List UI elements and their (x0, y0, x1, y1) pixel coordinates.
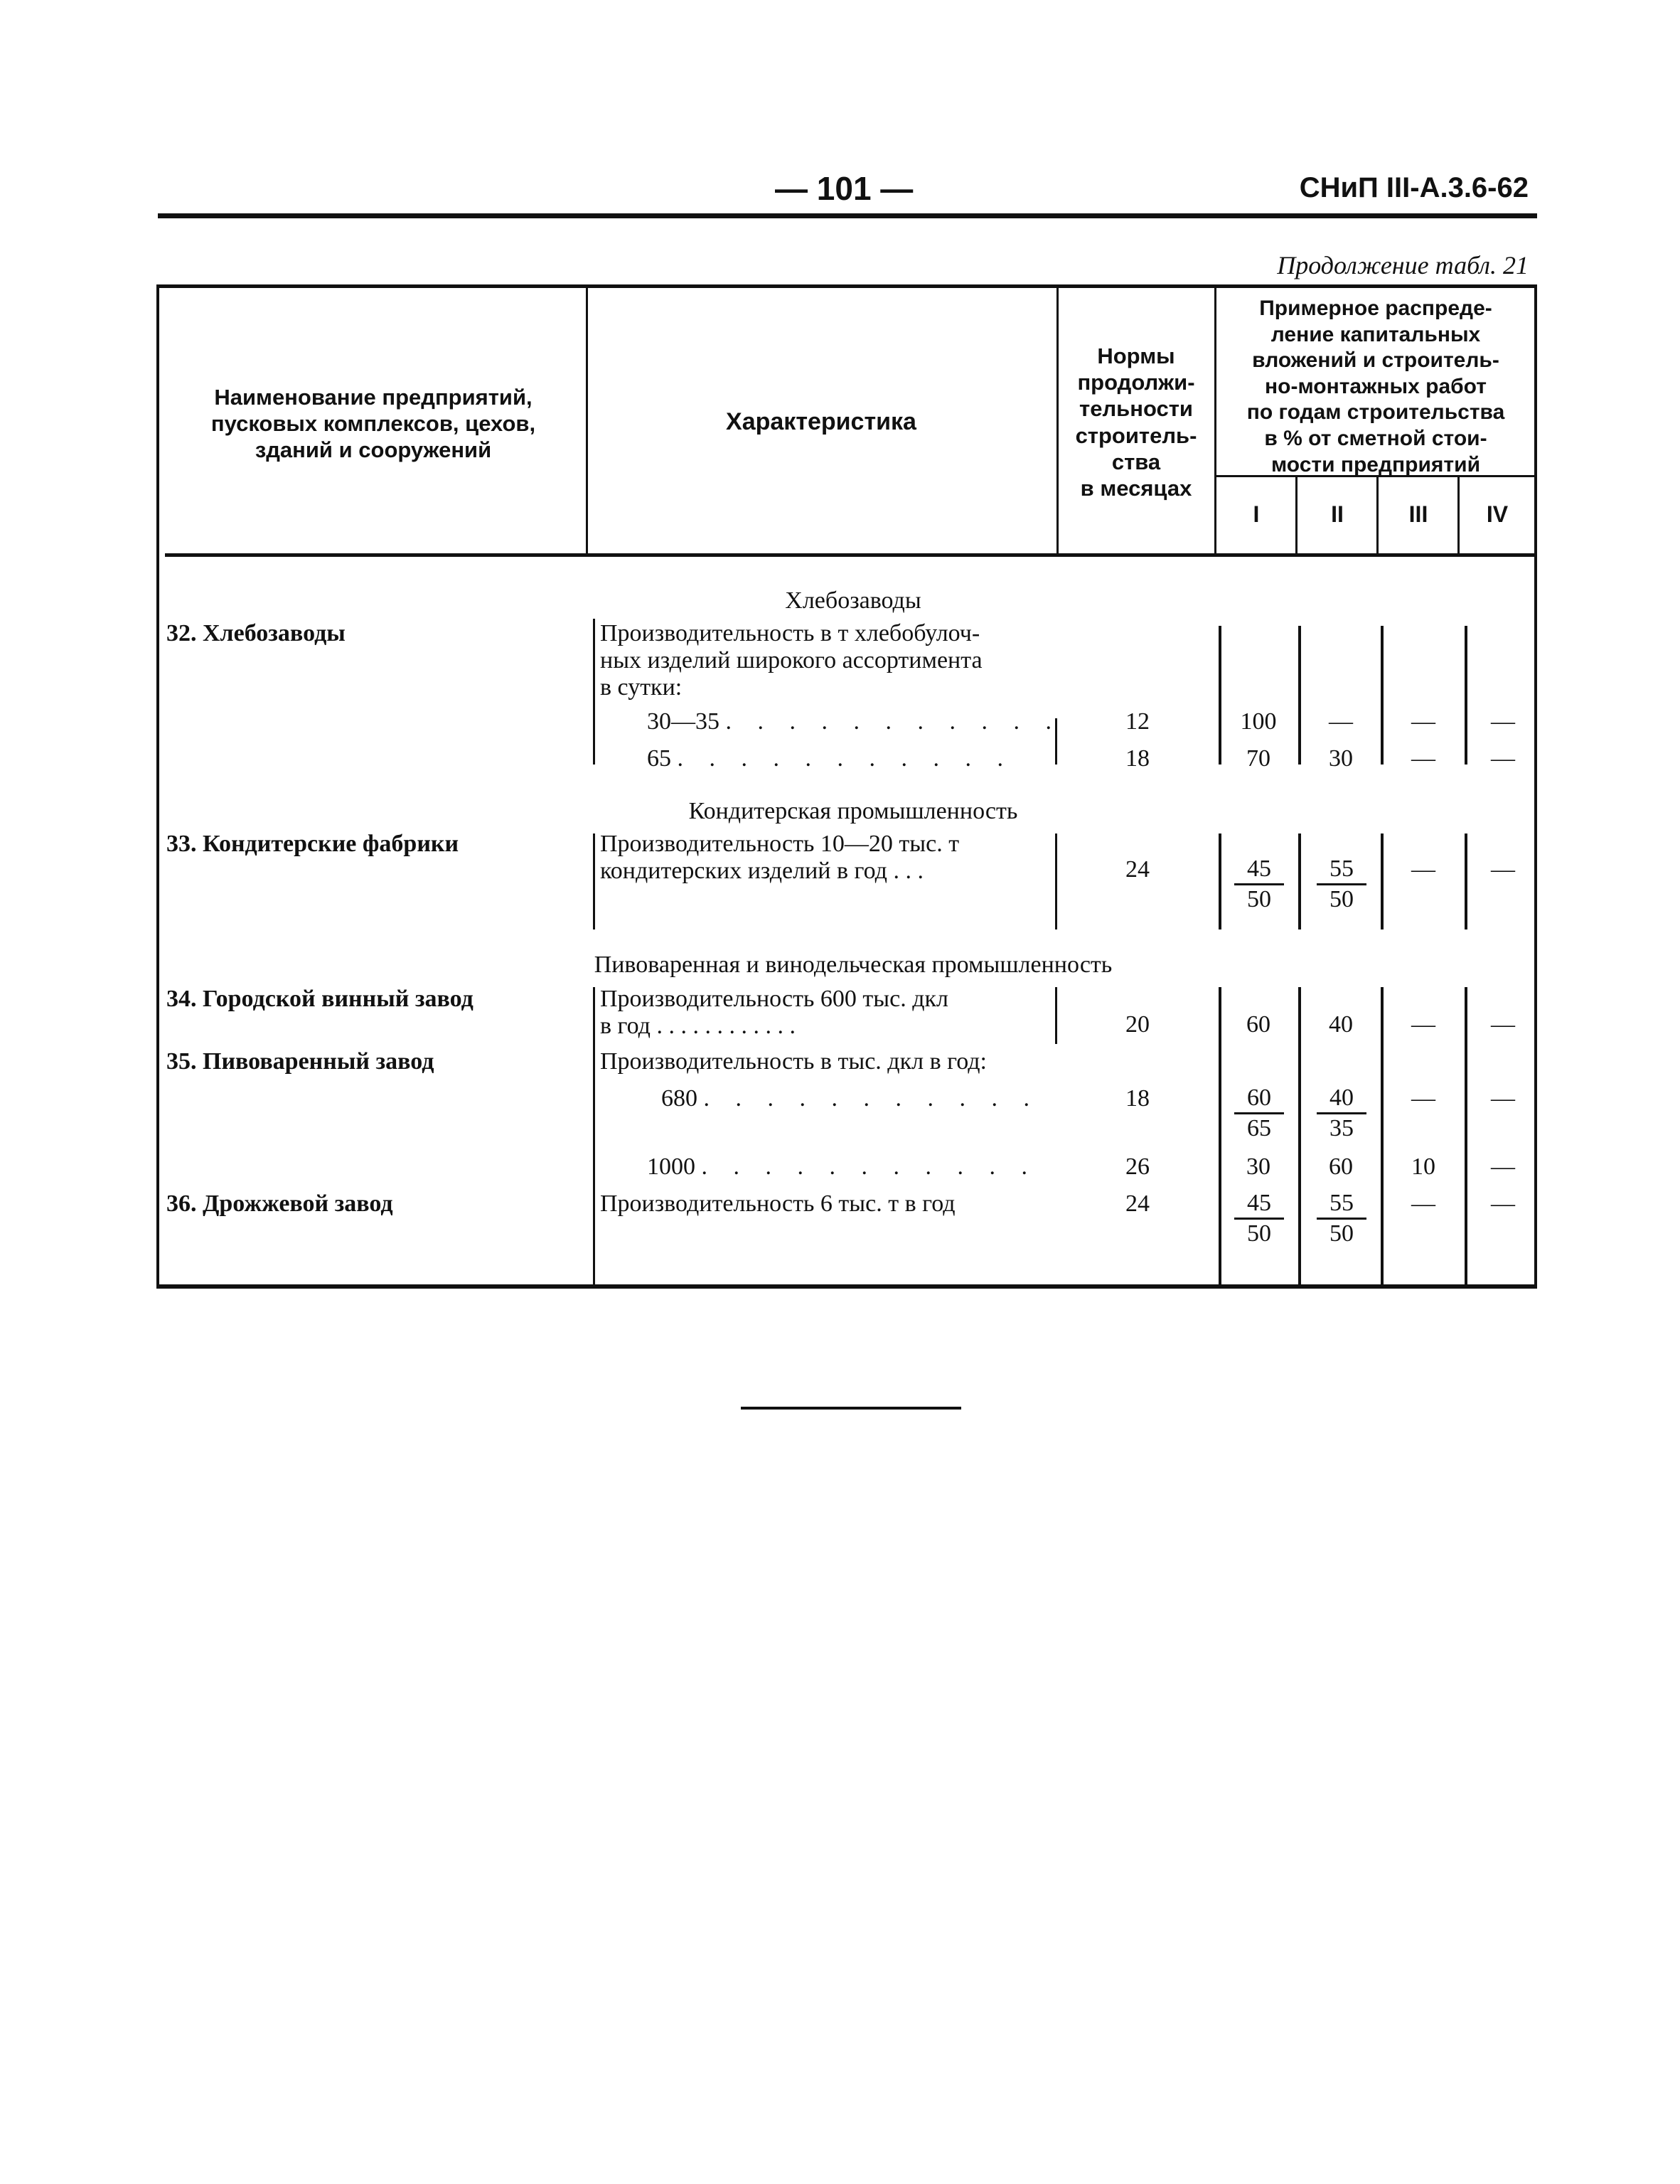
table-left-border (156, 284, 159, 1287)
year-1-value: 30 (1246, 1154, 1270, 1180)
year-1-value: $\frac{45}{50}$ (1234, 855, 1284, 914)
row-characteristic: Производительность в тыс. дкл в год: (600, 1048, 987, 1075)
column-header-characteristic: Характеристика (726, 408, 916, 435)
months-value: 24 (1125, 1190, 1150, 1217)
year-2-value: 40 (1329, 1011, 1353, 1038)
body-divider (1055, 833, 1057, 929)
body-divider (1219, 987, 1221, 1284)
months-value: 18 (1125, 1085, 1150, 1112)
section-title: Хлебозаводы (785, 587, 921, 614)
closing-rule (741, 1407, 961, 1410)
row-name: 34. Городской винный завод (166, 986, 473, 1012)
body-divider (593, 987, 595, 1284)
table-bottom-border (156, 1284, 1537, 1289)
sub-row-label: 680 . . . . . . . . . . . (661, 1085, 1039, 1112)
body-divider (1465, 833, 1467, 929)
column-header-year-4: IV (1486, 501, 1509, 527)
year-3-value: — (1411, 1085, 1435, 1112)
header-divider-3 (1214, 288, 1216, 553)
year-2-value: $\frac{40}{35}$ (1317, 1084, 1366, 1143)
row-characteristic: Производительность 10—20 тыс. т кондитерских изделий в год . . . (600, 831, 960, 885)
column-header-distribution: Примерное распреде- ление капитальных вложений и строитель- но-монтажных работ по годам строительства в % от сметной стои- мости предприятий (1246, 297, 1505, 476)
year-1-value: 100 (1240, 708, 1277, 735)
body-divider (1298, 626, 1301, 765)
body-divider (593, 619, 595, 765)
months-value: 24 (1125, 856, 1150, 883)
column-header-norms: Нормы продолжи- тельности строитель- ства в месяцах (1075, 343, 1197, 501)
year-1-value: $\frac{60}{65}$ (1234, 1084, 1284, 1143)
row-name: 32. Хлебозаводы (166, 620, 346, 646)
section-title: Пивоваренная и винодельческая промышленность (594, 952, 1113, 978)
header-divider-2 (1056, 288, 1059, 553)
section-title: Кондитерская промышленность (688, 798, 1018, 824)
sub-row-label: 30—35 . . . . . . . . . . . (647, 708, 1061, 735)
header-divider-5 (1376, 476, 1379, 553)
body-divider (1381, 833, 1384, 929)
year-1-value: $\frac{45}{50}$ (1234, 1189, 1284, 1248)
header-divider-4 (1295, 476, 1298, 553)
body-divider (1381, 987, 1384, 1284)
body-divider (1219, 833, 1221, 929)
column-header-name: Наименование предприятий, пусковых комплексов, цехов, зданий и сооружений (210, 385, 536, 463)
table-top-border (156, 284, 1537, 288)
body-divider (593, 833, 595, 929)
months-value: 12 (1125, 708, 1150, 735)
document-code: СНиП III-А.3.6-62 (1299, 172, 1529, 203)
months-value: 18 (1125, 745, 1150, 772)
year-4-value: — (1491, 856, 1515, 883)
year-4-value: — (1491, 1085, 1515, 1112)
year-1-value: 70 (1246, 745, 1270, 772)
body-divider (1298, 987, 1301, 1284)
row-characteristic: Производительность 600 тыс. дкл в год . . . . . . . . . . . . (600, 986, 949, 1040)
year-4-value: — (1491, 1154, 1515, 1180)
body-divider (1219, 626, 1221, 765)
column-header-year-1: I (1253, 501, 1260, 527)
table-right-border (1534, 284, 1537, 1287)
year-2-value: $\frac{55}{50}$ (1317, 1189, 1366, 1248)
row-name: 33. Кондитерские фабрики (166, 831, 459, 857)
year-3-value: 10 (1411, 1154, 1435, 1180)
header-rule (158, 213, 1537, 218)
body-divider (1465, 987, 1467, 1284)
sub-row-label: 65 . . . . . . . . . . . (647, 745, 1013, 772)
row-characteristic: Производительность 6 тыс. т в год (600, 1190, 956, 1217)
year-3-value: — (1411, 856, 1435, 883)
year-1-value: 60 (1246, 1011, 1270, 1038)
column-header-year-2: II (1331, 501, 1344, 527)
months-value: 26 (1125, 1154, 1150, 1180)
months-value: 20 (1125, 1011, 1150, 1038)
row-name: 36. Дрожжевой завод (166, 1190, 393, 1217)
column-header-year-3: III (1408, 501, 1428, 527)
header-bottom-rule (165, 553, 1537, 557)
year-2-value: $\frac{55}{50}$ (1317, 855, 1366, 914)
year-3-value: — (1411, 745, 1435, 772)
body-divider (1298, 833, 1301, 929)
year-2-value: 60 (1329, 1154, 1353, 1180)
year-3-value: — (1411, 1011, 1435, 1038)
year-2-value: 30 (1329, 745, 1353, 772)
body-divider (1055, 987, 1057, 1044)
header-divider-6 (1457, 476, 1460, 553)
year-4-value: — (1491, 708, 1515, 735)
header-divider-1 (586, 288, 588, 553)
sub-row-label: 1000 . . . . . . . . . . . (647, 1154, 1037, 1180)
year-3-value: — (1411, 708, 1435, 735)
year-2-value: — (1329, 708, 1353, 735)
row-name: 35. Пивоваренный завод (166, 1048, 434, 1075)
body-divider (1381, 626, 1384, 765)
row-characteristic: Производительность в т хлебобулоч- ных изделий широкого ассортимента в сутки: (600, 620, 983, 701)
page-number: — 101 — (775, 170, 914, 207)
year-3-value: — (1411, 1190, 1435, 1217)
table-continuation-note: Продолжение табл. 21 (1277, 251, 1529, 279)
year-4-value: — (1491, 1190, 1515, 1217)
body-divider (1465, 626, 1467, 765)
year-4-value: — (1491, 1011, 1515, 1038)
year-4-value: — (1491, 745, 1515, 772)
